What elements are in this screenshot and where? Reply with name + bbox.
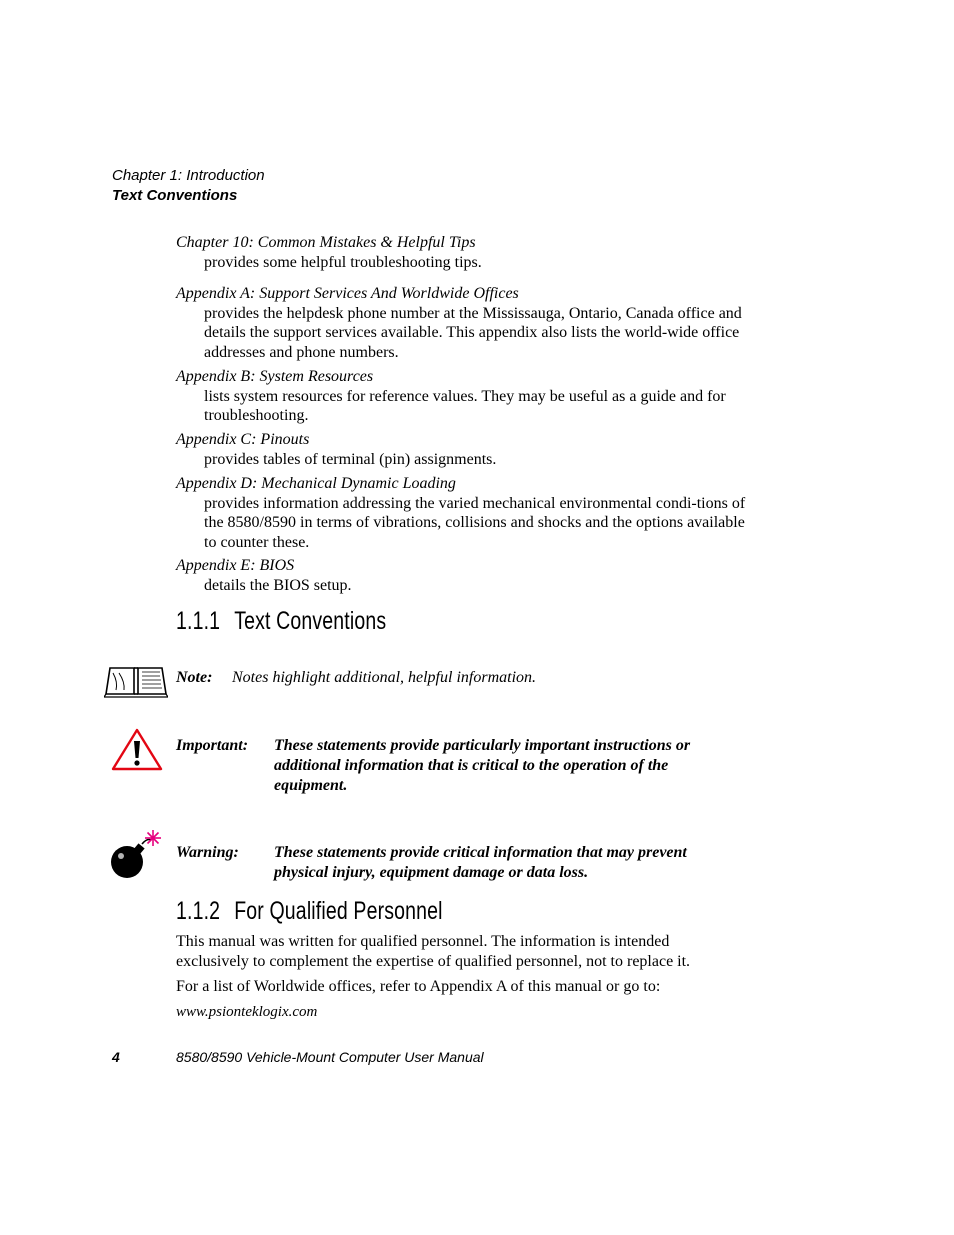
list-item <box>176 474 756 552</box>
list-item-desc: provides information addressing the varied mechanical environmental condi-tions of the 8580/8590 in terms of vibrations, collisions and shocks and the options available to counter these. <box>204 494 746 551</box>
list-item <box>176 233 756 272</box>
warning-triangle-icon <box>111 728 163 772</box>
list-item-title: Chapter 10: Common Mistakes & Helpful Tips <box>176 234 476 251</box>
footer-title: 8580/8590 Vehicle-Mount Computer User Manual <box>176 1049 484 1065</box>
website-link[interactable]: www.psionteklogix.com <box>176 1004 318 1020</box>
important-label: Important: <box>176 737 249 754</box>
section-title: Text Conventions <box>234 607 387 635</box>
book-icon <box>104 664 168 698</box>
list-item-title: Appendix B: System Resources <box>176 368 374 385</box>
list-item <box>176 556 756 595</box>
section-number: 1.1.2 <box>176 897 221 925</box>
list-item-title: Appendix C: Pinouts <box>176 431 310 448</box>
running-header-section: Text Conventions <box>112 187 238 204</box>
section-heading-qualified-personnel <box>176 896 443 926</box>
note-text: Notes highlight additional, helpful information. <box>232 669 537 686</box>
body-paragraph: For a list of Worldwide offices, refer to Appendix A of this manual or go to: <box>176 978 661 995</box>
section-heading-text-conventions <box>176 606 386 636</box>
running-header-chapter: Chapter 1: Introduction <box>112 167 265 184</box>
note-label: Note: <box>176 669 213 686</box>
list-item-title: Appendix E: BIOS <box>176 557 295 574</box>
list-item-title: Appendix D: Mechanical Dynamic Loading <box>176 475 456 492</box>
warning-text: These statements provide critical information that may prevent physical injury, equipment damage or data loss. <box>274 844 687 881</box>
body-paragraph: This manual was written for qualified personnel. The information is intended exclusively to complement the expertise of qualified personnel, not to replace it. <box>176 933 691 970</box>
list-item-desc: details the BIOS setup. <box>204 576 352 594</box>
section-number: 1.1.1 <box>176 607 221 635</box>
warning-label: Warning: <box>176 844 239 861</box>
list-item-desc: provides the helpdesk phone number at the Mississauga, Ontario, Canada office and details the support services available. This appendix also lists the world-wide office addresses and phone numbers. <box>204 304 742 361</box>
list-item <box>176 430 756 469</box>
list-item-desc: provides some helpful troubleshooting tips. <box>204 253 482 271</box>
bomb-icon <box>109 828 165 882</box>
important-text: These statements provide particularly important instructions or additional information that is critical to the operation of the equipment. <box>274 737 691 794</box>
list-item-title: Appendix A: Support Services And Worldwide Offices <box>176 285 519 302</box>
list-item <box>176 284 756 362</box>
page-number: 4 <box>112 1049 120 1065</box>
list-item <box>176 367 756 426</box>
list-item-desc: lists system resources for reference values. They may be useful as a guide and for troubleshooting. <box>204 387 726 425</box>
list-item-desc: provides tables of terminal (pin) assignments. <box>204 450 497 468</box>
section-title: For Qualified Personnel <box>234 897 443 925</box>
